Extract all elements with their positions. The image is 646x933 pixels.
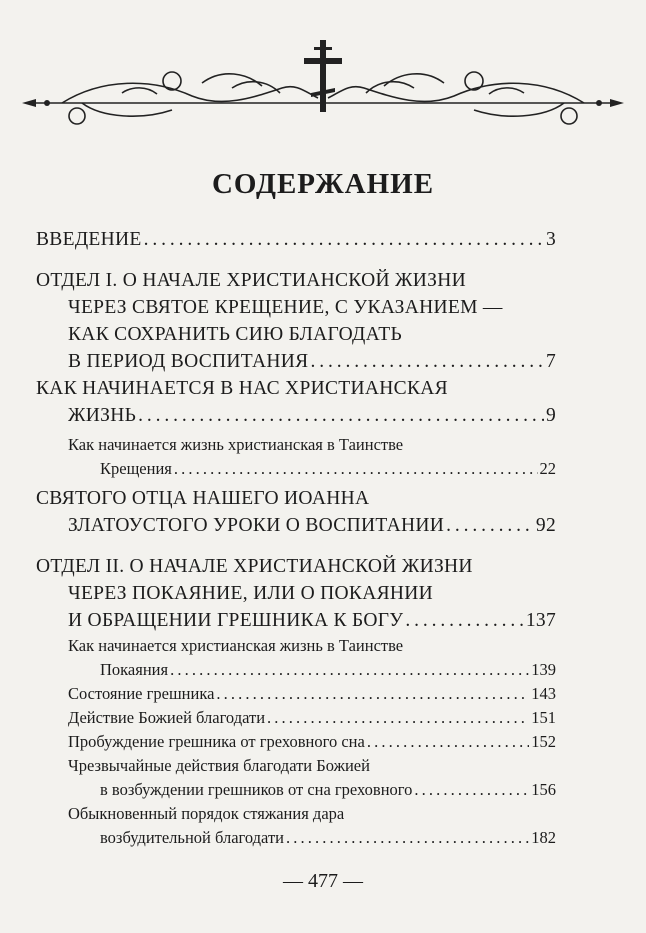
toc-title: СОДЕРЖАНИЕ bbox=[211, 168, 435, 200]
toc-entry-text: возбудительной благодати bbox=[100, 828, 284, 847]
toc-entry-sinner-state[interactable] bbox=[36, 682, 556, 706]
orthodox-cross-icon bbox=[304, 40, 342, 112]
toc-entry-text: Чрезвычайные действия благодати Божией bbox=[68, 756, 370, 775]
toc-page-number: 151 bbox=[531, 708, 556, 727]
toc-entry-introduction[interactable] bbox=[36, 226, 556, 253]
page-number: — 477 — bbox=[283, 870, 363, 892]
ornamental-header bbox=[22, 38, 624, 138]
toc-page-number: 143 bbox=[531, 684, 556, 703]
toc-entry-text: Как начинается христианская жизнь в Таинстве bbox=[68, 636, 404, 655]
dot-leader bbox=[310, 348, 543, 375]
toc-entry-extraordinary-grace[interactable] bbox=[36, 754, 556, 802]
dot-leader bbox=[170, 658, 529, 682]
dot-leader bbox=[174, 457, 538, 481]
dot-leader bbox=[414, 778, 529, 802]
toc-page-number: 139 bbox=[531, 660, 556, 679]
dot-leader bbox=[216, 682, 529, 706]
toc-entry-text: Пробуждение грешника от греховного сна bbox=[68, 732, 365, 751]
toc-entry-text: Обыкновенный порядок стяжания дара bbox=[68, 804, 345, 823]
table-of-contents bbox=[36, 226, 556, 850]
toc-page-number: 22 bbox=[539, 459, 556, 478]
toc-entry-repentance[interactable] bbox=[36, 634, 556, 682]
toc-page-number: 152 bbox=[531, 732, 556, 751]
toc-page-number: 92 bbox=[535, 515, 556, 536]
toc-entry-ordinary-order[interactable] bbox=[36, 802, 556, 850]
toc-entry-text: ЧЕРЕЗ СВЯТОЕ КРЕЩЕНИЕ, С УКАЗАНИЕМ — bbox=[68, 297, 503, 318]
toc-entry-text: Состояние грешника bbox=[68, 684, 215, 703]
toc-entry-text: ЖИЗНЬ bbox=[68, 405, 137, 426]
toc-entry-grace-action[interactable] bbox=[36, 706, 556, 730]
toc-entry-text: И ОБРАЩЕНИИ ГРЕШНИКА К БОГУ bbox=[68, 610, 404, 631]
toc-entry-baptism[interactable] bbox=[36, 433, 556, 481]
toc-page-number: 9 bbox=[545, 405, 556, 426]
toc-entry-text: ЗЛАТОУСТОГО УРОКИ О ВОСПИТАНИИ bbox=[68, 515, 445, 536]
toc-entry-section-1[interactable] bbox=[36, 267, 556, 375]
toc-entry-section-2[interactable] bbox=[36, 553, 556, 634]
toc-entry-text: ВВЕДЕНИЕ bbox=[36, 229, 142, 250]
toc-page-number: 182 bbox=[531, 828, 556, 847]
dot-leader bbox=[367, 730, 529, 754]
toc-entry-text: Действие Божией благодати bbox=[68, 708, 266, 727]
dot-leader bbox=[144, 226, 544, 253]
toc-entry-text: КАК СОХРАНИТЬ СИЮ БЛАГОДАТЬ bbox=[68, 324, 403, 345]
toc-page-number: 156 bbox=[531, 780, 556, 799]
dot-leader bbox=[267, 706, 529, 730]
toc-page-number: 137 bbox=[525, 610, 556, 631]
toc-entry-text: ОТДЕЛ II. О НАЧАЛЕ ХРИСТИАНСКОЙ ЖИЗНИ bbox=[36, 556, 473, 577]
toc-entry-awakening[interactable] bbox=[36, 730, 556, 754]
toc-entry-text: Как начинается жизнь христианская в Таинстве bbox=[68, 435, 404, 454]
dot-leader bbox=[446, 512, 534, 539]
toc-entry-text: ЧЕРЕЗ ПОКАЯНИЕ, ИЛИ О ПОКАЯНИИ bbox=[68, 583, 434, 604]
toc-entry-text: ОТДЕЛ I. О НАЧАЛЕ ХРИСТИАНСКОЙ ЖИЗНИ bbox=[36, 270, 467, 291]
toc-entry-how-christian-life-begins[interactable] bbox=[36, 375, 556, 429]
toc-entry-chrysostom[interactable] bbox=[36, 485, 556, 539]
toc-page-number: 3 bbox=[545, 229, 556, 250]
toc-entry-text: КАК НАЧИНАЕТСЯ В НАС ХРИСТИАНСКАЯ bbox=[36, 378, 448, 399]
dot-leader bbox=[138, 402, 544, 429]
toc-entry-text: СВЯТОГО ОТЦА НАШЕГО ИОАННА bbox=[36, 488, 370, 509]
toc-entry-text: Покаяния bbox=[100, 660, 169, 679]
toc-page-number: 7 bbox=[545, 351, 556, 372]
toc-entry-text: в возбуждении грешников от сна греховного bbox=[100, 780, 413, 799]
toc-entry-text: В ПЕРИОД ВОСПИТАНИЯ bbox=[68, 351, 309, 372]
dot-leader bbox=[405, 607, 523, 634]
dot-leader bbox=[286, 826, 529, 850]
toc-entry-text: Крещения bbox=[100, 459, 172, 478]
